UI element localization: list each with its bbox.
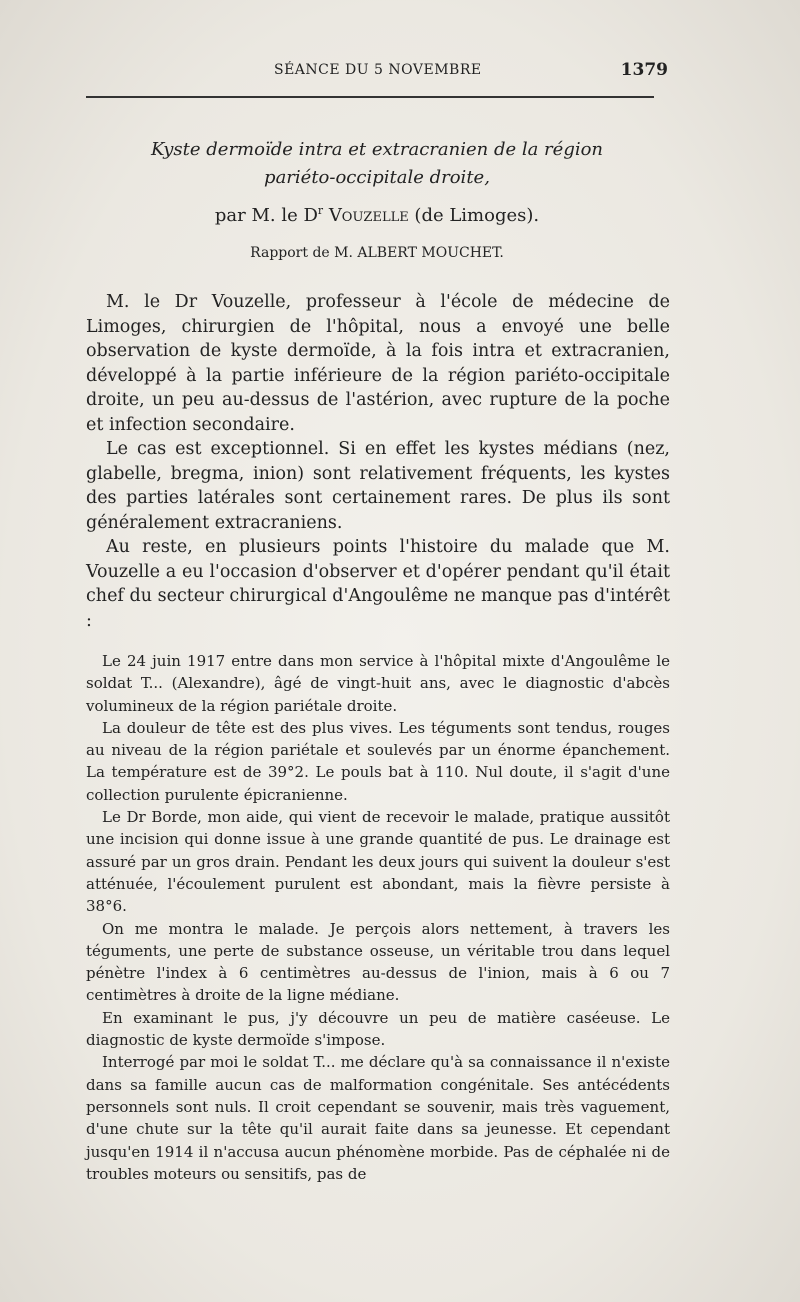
observation-paragraph: Le Dr Borde, mon aide, qui vient de recevoir le malade, pratique aussitôt une incision qui donne issue à une grande quantité de pus. Le drainage est assuré par un gros drain. Pendant les deux jours qui suivent la douleur s'est atténuée, l'écoulement purulent est abondant, mais la fièvre persiste à 38°6. (86, 808, 670, 916)
intro-paragraph: M. le Dr Vouzelle, professeur à l'école de médecine de Limoges, chirurgien de l'hôpital, nous a envoyé une belle observation de kyste dermoïde, à la fois intra et extracranien, développé à la partie inférieure de la région pariéto-occipitale droite, un peu au-dessus de l'astérion, avec rupture de la poche et infection secondaire. (86, 292, 670, 435)
author-prefix-sup: r (317, 204, 324, 217)
observation-paragraph: Interrogé par moi le soldat T... me déclare qu'à sa connaissance il n'existe dans sa famille aucun cas de malformation congénitale. Ses antécédents personnels sont nuls. Il croit cependant se souvenir, mais très vaguement, d'une chute sur la tête qu'il aurait faite dans sa jeunesse. Et cependant jusqu'en 1914 il n'accusa aucun phénomène morbide. Pas de céphalée ni de troubles moteurs ou sensitifs, pas de (86, 1053, 670, 1183)
page-number: 1379 (620, 60, 668, 80)
article-title-block (86, 136, 668, 264)
report-line: Rapport de M. ALBERT MOUCHET. (250, 245, 504, 261)
header-rule (86, 96, 654, 98)
author-suffix: (de Limoges). (408, 205, 540, 226)
intro-paragraph: Au reste, en plusieurs points l'histoire du malade que M. Vouzelle a eu l'occasion d'observer et d'opérer pendant qu'il était chef du secteur chirurgical d'Angoulême ne manque pas d'intérêt : (86, 537, 670, 631)
observation-paragraph: En examinant le pus, j'y découvre un peu de matière caséeuse. Le diagnostic de kyste dermoïde s'impose. (86, 1008, 670, 1050)
observation-paragraph: On me montra le malade. Je perçois alors nettement, à travers les téguments, une perte de substance osseuse, un véritable trou dans lequel pénètre l'index à 6 centimètres au-dessus de l'inion, mais à 6 ou 7 centimètres à droite de la ligne médiane. (86, 919, 670, 1005)
article-title-line-1: Kyste dermoïde intra et extracranien de la région (150, 139, 604, 160)
intro-paragraph: Le cas est exceptionnel. Si en effet les kystes médians (nez, glabelle, bregma, inion) sont relativement fréquents, les kystes des parties latérales sont certainement rares. De plus ils sont généralement extracraniens. (86, 439, 670, 533)
author-line (86, 202, 668, 230)
observation-paragraph: Le 24 juin 1917 entre dans mon service à l'hôpital mixte d'Angoulême le soldat T... (Alexandre), âgé de vingt-huit ans, avec le diagnostic d'abcès volumineux de la région pariétale droite. (86, 652, 670, 715)
article-title-line-2: pariéto-occipitale droite, (264, 167, 490, 188)
observation-text (86, 650, 670, 1185)
running-title: SÉANCE DU 5 NOVEMBRE (274, 62, 482, 78)
author-prefix: par M. le D (214, 205, 318, 226)
observation-paragraph: La douleur de tête est des plus vives. Les téguments sont tendus, rouges au niveau de la région pariétale et soulevés par un énorme épanchement. La température est de 39°2. Le pouls bat à 110. Nul doute, il s'agit d'une collection purulente épicranienne. (86, 718, 670, 804)
page-header (86, 62, 668, 84)
intro-text (86, 290, 670, 633)
author-name: Vouzelle (328, 205, 409, 226)
